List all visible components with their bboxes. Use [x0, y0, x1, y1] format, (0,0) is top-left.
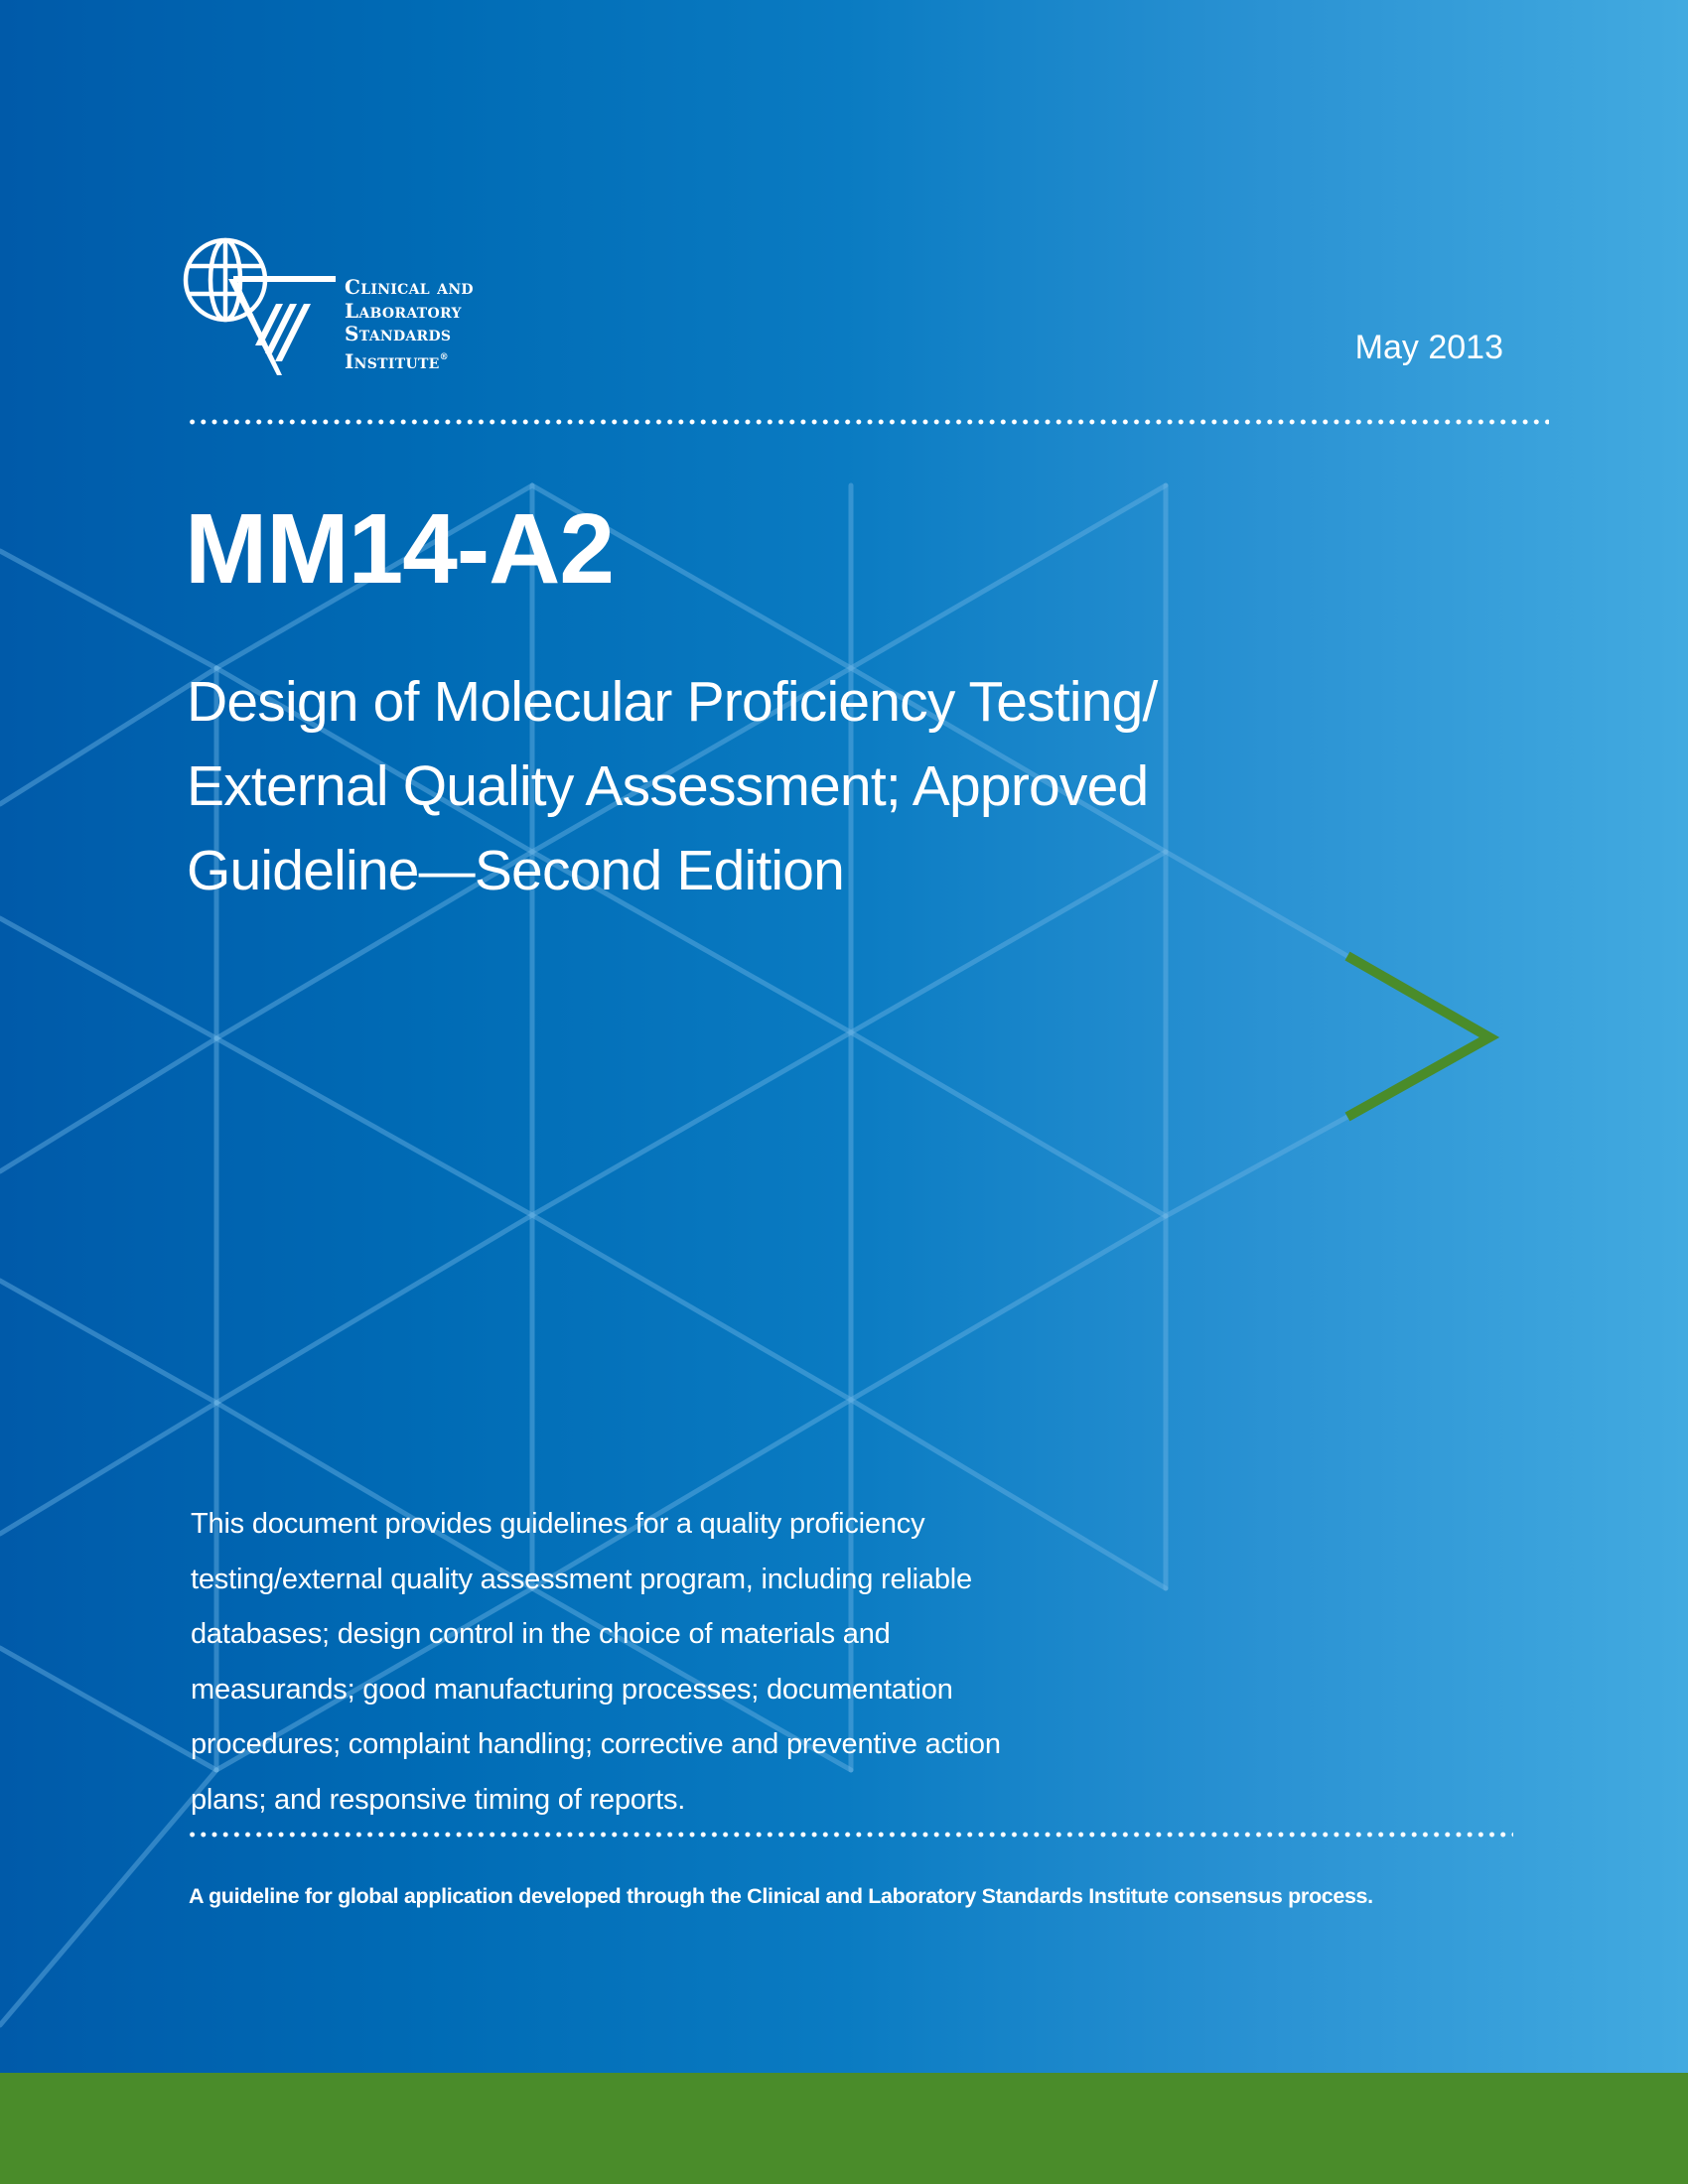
publisher-name-line: Laboratory — [345, 298, 462, 323]
document-title-line: Guideline—Second Edition — [187, 839, 845, 902]
document-summary — [191, 1497, 1184, 1829]
summary-line: measurands; good manufacturing processes; documentation — [191, 1673, 953, 1706]
summary-line: procedures; complaint handling; corrective and preventive action — [191, 1728, 1001, 1761]
summary-line: plans; and responsive timing of reports. — [191, 1783, 686, 1816]
document-code: MM14-A2 — [185, 493, 614, 605]
footer-green-band — [0, 2073, 1688, 2184]
publisher-name-line: Standards — [345, 322, 452, 345]
document-title-line: Design of Molecular Proficiency Testing/ — [187, 670, 1158, 734]
globe-triangle-logo-icon — [179, 234, 352, 383]
registered-mark: ® — [439, 351, 449, 362]
document-title — [187, 660, 1378, 913]
summary-line: databases; design control in the choice of materials and — [191, 1618, 891, 1651]
document-title-line: External Quality Assessment; Approved — [187, 754, 1149, 818]
summary-line: This document provides guidelines for a quality proficiency — [191, 1508, 925, 1540]
dotted-divider-top — [187, 419, 1549, 425]
summary-line: testing/external quality assessment program, including reliable — [191, 1563, 972, 1595]
consensus-tagline: A guideline for global application developed through the Clinical and Laboratory Standards Institute consensus process. — [189, 1884, 1373, 1908]
publisher-name — [345, 276, 474, 373]
publisher-name-line: Clinical and — [345, 275, 474, 299]
publication-date: May 2013 — [1354, 329, 1503, 366]
dotted-divider-bottom — [187, 1832, 1513, 1838]
publisher-name-line: Institute — [345, 348, 440, 373]
